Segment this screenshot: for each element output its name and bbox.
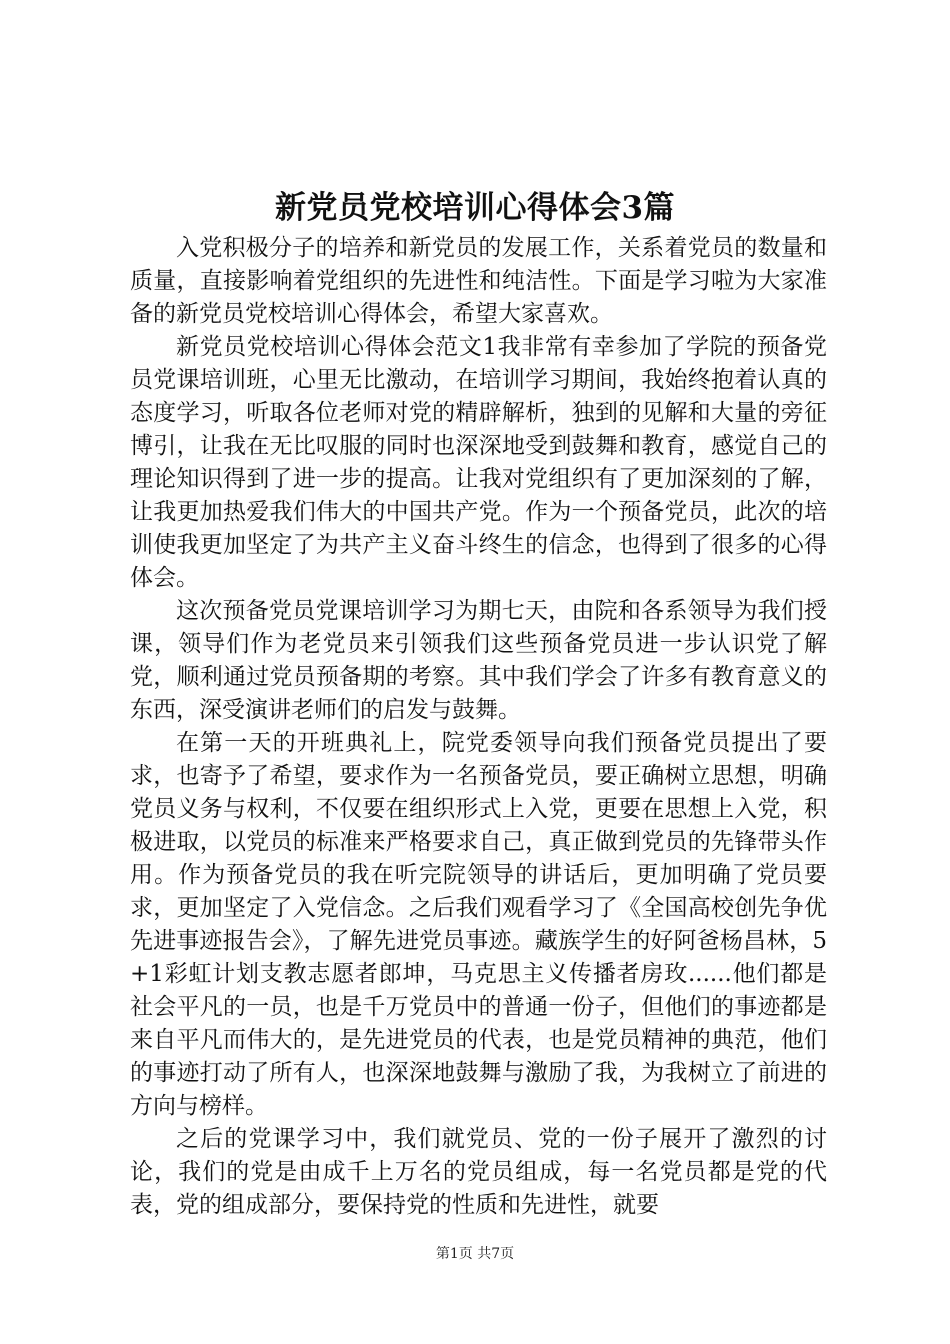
document-body [130,232,827,1222]
page-number-footer: 第1页 共7页 [435,1246,515,1262]
paragraph-opening-ceremony: 在第一天的开班典礼上，院党委领导向我们预备党员提出了要求，也寄予了希望，要求作为一名预备党员，要正确树立思想，明确党员义务与权利，不仅要在组织形式上入党，更要在思想上入党，积极进取，以党员的标准来严格要求自己，真正做到党员的先锋带头作用。作为预备党员的我在听完院领导的讲话后，更加明确了党员要求，更加坚定了入党信念。之后我们观看学习了《全国高校创先争优先进事迹报告会》，了解先进党员事迹。藏族学生的好阿爸杨昌林，5+1彩虹计划支教志愿者郎坤，马克思主义传播者房玫......他们都是社会平凡的一员，也是千万党员中的普通一份子，但他们的事迹都是来自平凡而伟大的，是先进党员的代表，也是党员精神的典范，他们的事迹打动了所有人，也深深地鼓舞与激励了我，为我树立了前进的方向与榜样。 [130,730,827,1119]
paragraph-intro: 入党积极分子的培养和新党员的发展工作，关系着党员的数量和质量，直接影响着党组织的先进性和纯洁性。下面是学习啦为大家准备的新党员党校培训心得体会，希望大家喜欢。 [130,235,827,327]
paragraph-discussion: 之后的党课学习中，我们就党员、党的一份子展开了激烈的讨论，我们的党是由成千上万名的党员组成，每一名党员都是党的代表，党的组成部分，要保持党的性质和先进性，就要 [130,1126,827,1218]
paragraph-training-overview: 这次预备党员党课培训学习为期七天，由院和各系领导为我们授课，领导们作为老党员来引领我们这些预备党员进一步认识党了解党，顺利通过党员预备期的考察。其中我们学会了许多有教育意义的东西，深受演讲老师们的启发与鼓舞。 [130,598,827,723]
page-title: 新党员党校培训心得体会3篇 [274,190,676,226]
paragraph-essay-1-opening: 新党员党校培训心得体会范文1我非常有幸参加了学院的预备党员党课培训班，心里无比激动，在培训学习期间，我始终抱着认真的态度学习，听取各位老师对党的精辟解析，独到的见解和大量的旁征博引，让我在无比叹服的同时也深深地受到鼓舞和教育，感觉自己的理论知识得到了进一步的提高。让我对党组织有了更加深刻的了解，让我更加热爱我们伟大的中国共产党。作为一个预备党员，此次的培训使我更加坚定了为共产主义奋斗终生的信念，也得到了很多的心得体会。 [130,334,827,591]
